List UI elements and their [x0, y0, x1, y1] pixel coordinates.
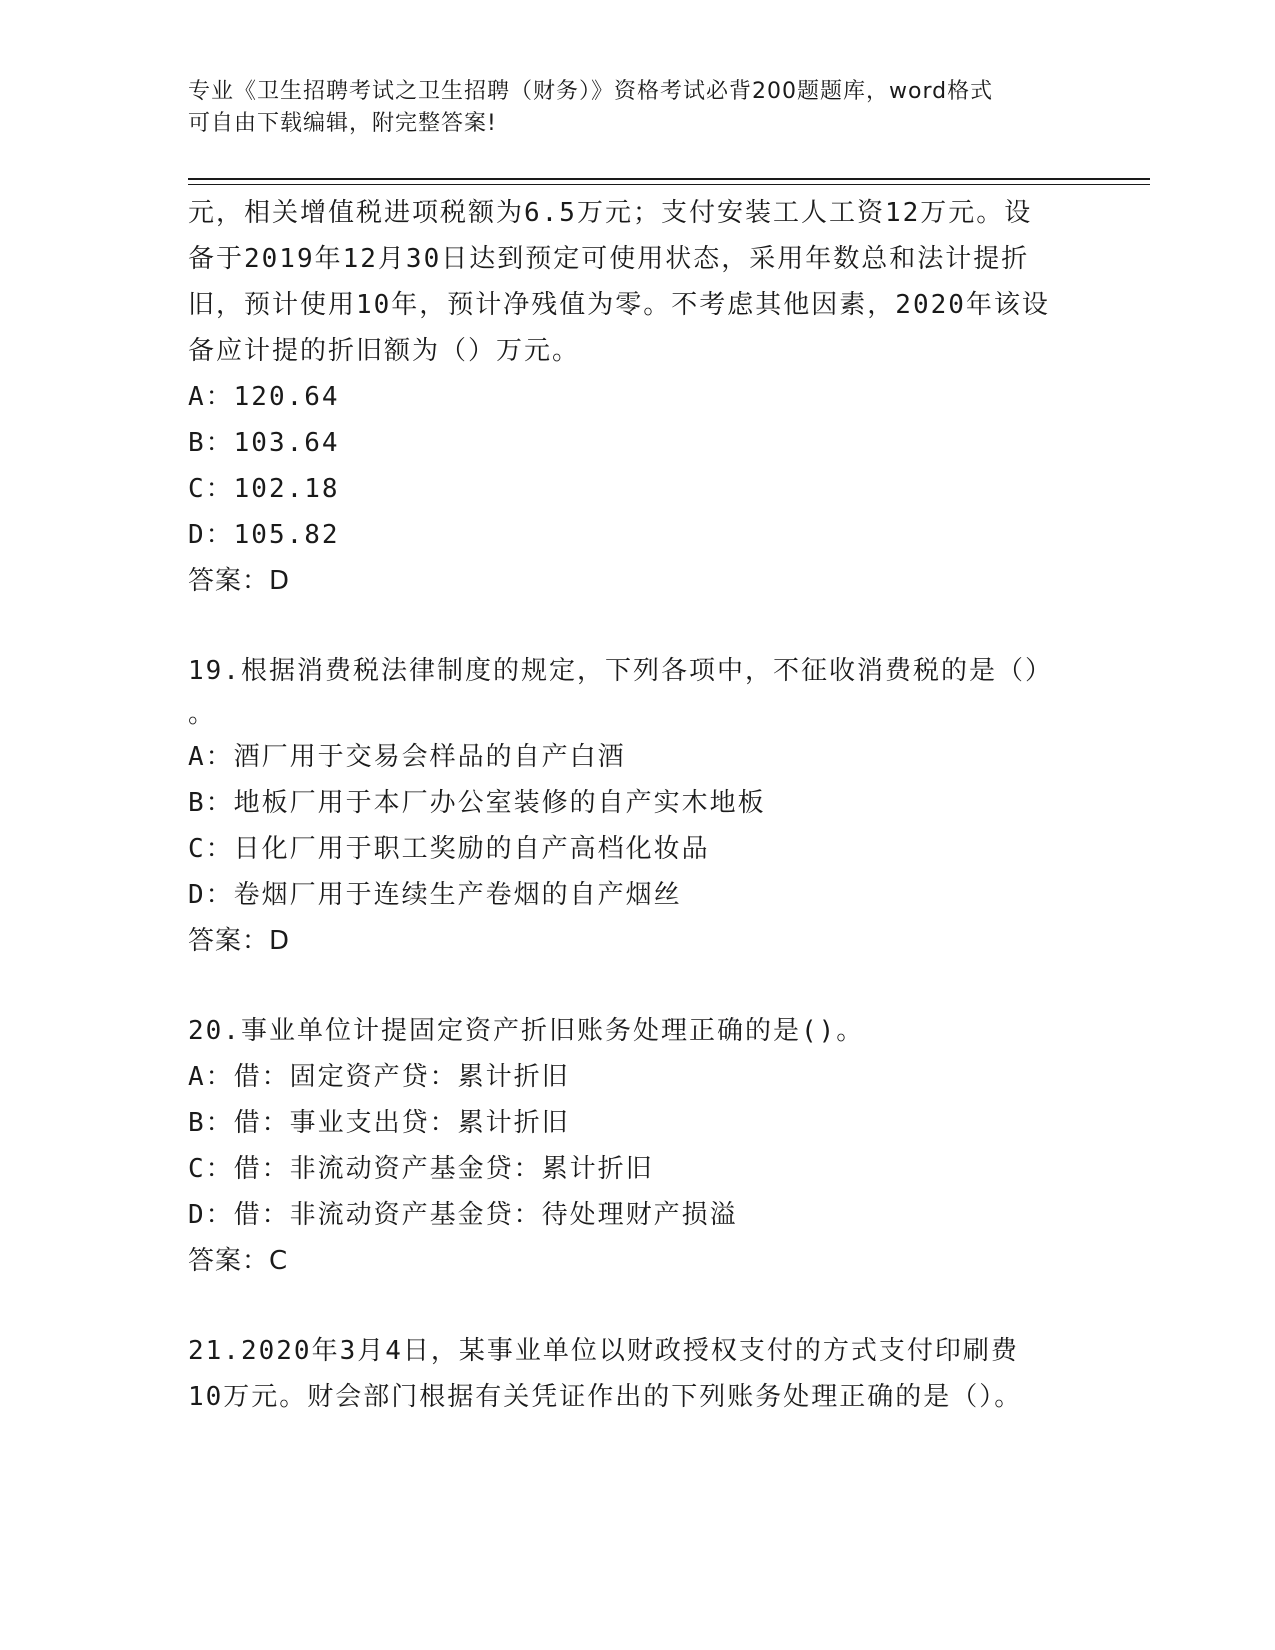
answer: 答案：D: [188, 926, 291, 956]
header-divider-thick: [188, 178, 1150, 180]
question-19: [188, 648, 1088, 964]
option-c: C：借：非流动资产基金贷：累计折旧: [188, 1154, 654, 1184]
option-b: B：103.64: [188, 428, 340, 458]
header-divider-thin: [188, 184, 1150, 185]
question-21: [188, 1328, 1088, 1420]
question-text-line: 备应计提的折旧额为（）万元。: [188, 336, 581, 366]
option-a: A：120.64: [188, 382, 340, 412]
option-b: B：借：事业支出贷：累计折旧: [188, 1108, 570, 1138]
question-18: [188, 190, 1088, 604]
option-a: A：酒厂用于交易会样品的自产白酒: [188, 742, 626, 772]
answer: 答案：D: [188, 566, 291, 596]
question-text-line: 10万元。财会部门根据有关凭证作出的下列账务处理正确的是（）。: [188, 1382, 1023, 1412]
question-text-line: 21.2020年3月4日，某事业单位以财政授权支付的方式支付印刷费: [188, 1336, 1019, 1366]
option-d: D：105.82: [188, 520, 340, 550]
question-text-line: 元，相关增值税进项税额为6.5万元；支付安装工人工资12万元。设: [188, 198, 1033, 228]
option-c: C：日化厂用于职工奖励的自产高档化妆品: [188, 834, 710, 864]
document-body: [188, 190, 1088, 1420]
answer: 答案：C: [188, 1246, 289, 1276]
option-c: C：102.18: [188, 474, 340, 504]
question-text-line: 旧，预计使用10年，预计净残值为零。不考虑其他因素，2020年该设: [188, 290, 1050, 320]
question-text-line: 19.根据消费税法律制度的规定，下列各项中，不征收消费税的是（）: [188, 656, 1053, 686]
header-title-line-2: 可自由下载编辑，附完整答案!: [188, 111, 497, 136]
question-text-line: 备于2019年12月30日达到预定可使用状态，采用年数总和法计提折: [188, 244, 1030, 274]
option-d: D：借：非流动资产基金贷：待处理财产损溢: [188, 1200, 738, 1230]
option-b: B：地板厂用于本厂办公室装修的自产实木地板: [188, 788, 766, 818]
option-a: A：借：固定资产贷：累计折旧: [188, 1062, 570, 1092]
question-text-line: 20.事业单位计提固定资产折旧账务处理正确的是()。: [188, 1016, 865, 1046]
option-d: D：卷烟厂用于连续生产卷烟的自产烟丝: [188, 880, 682, 910]
header-title-line-1: 专业《卫生招聘考试之卫生招聘（财务）》资格考试必背200题题库，word格式: [188, 79, 994, 104]
document-header: [188, 76, 1088, 140]
question-20: [188, 1008, 1088, 1284]
question-text-line: 。: [188, 699, 217, 729]
